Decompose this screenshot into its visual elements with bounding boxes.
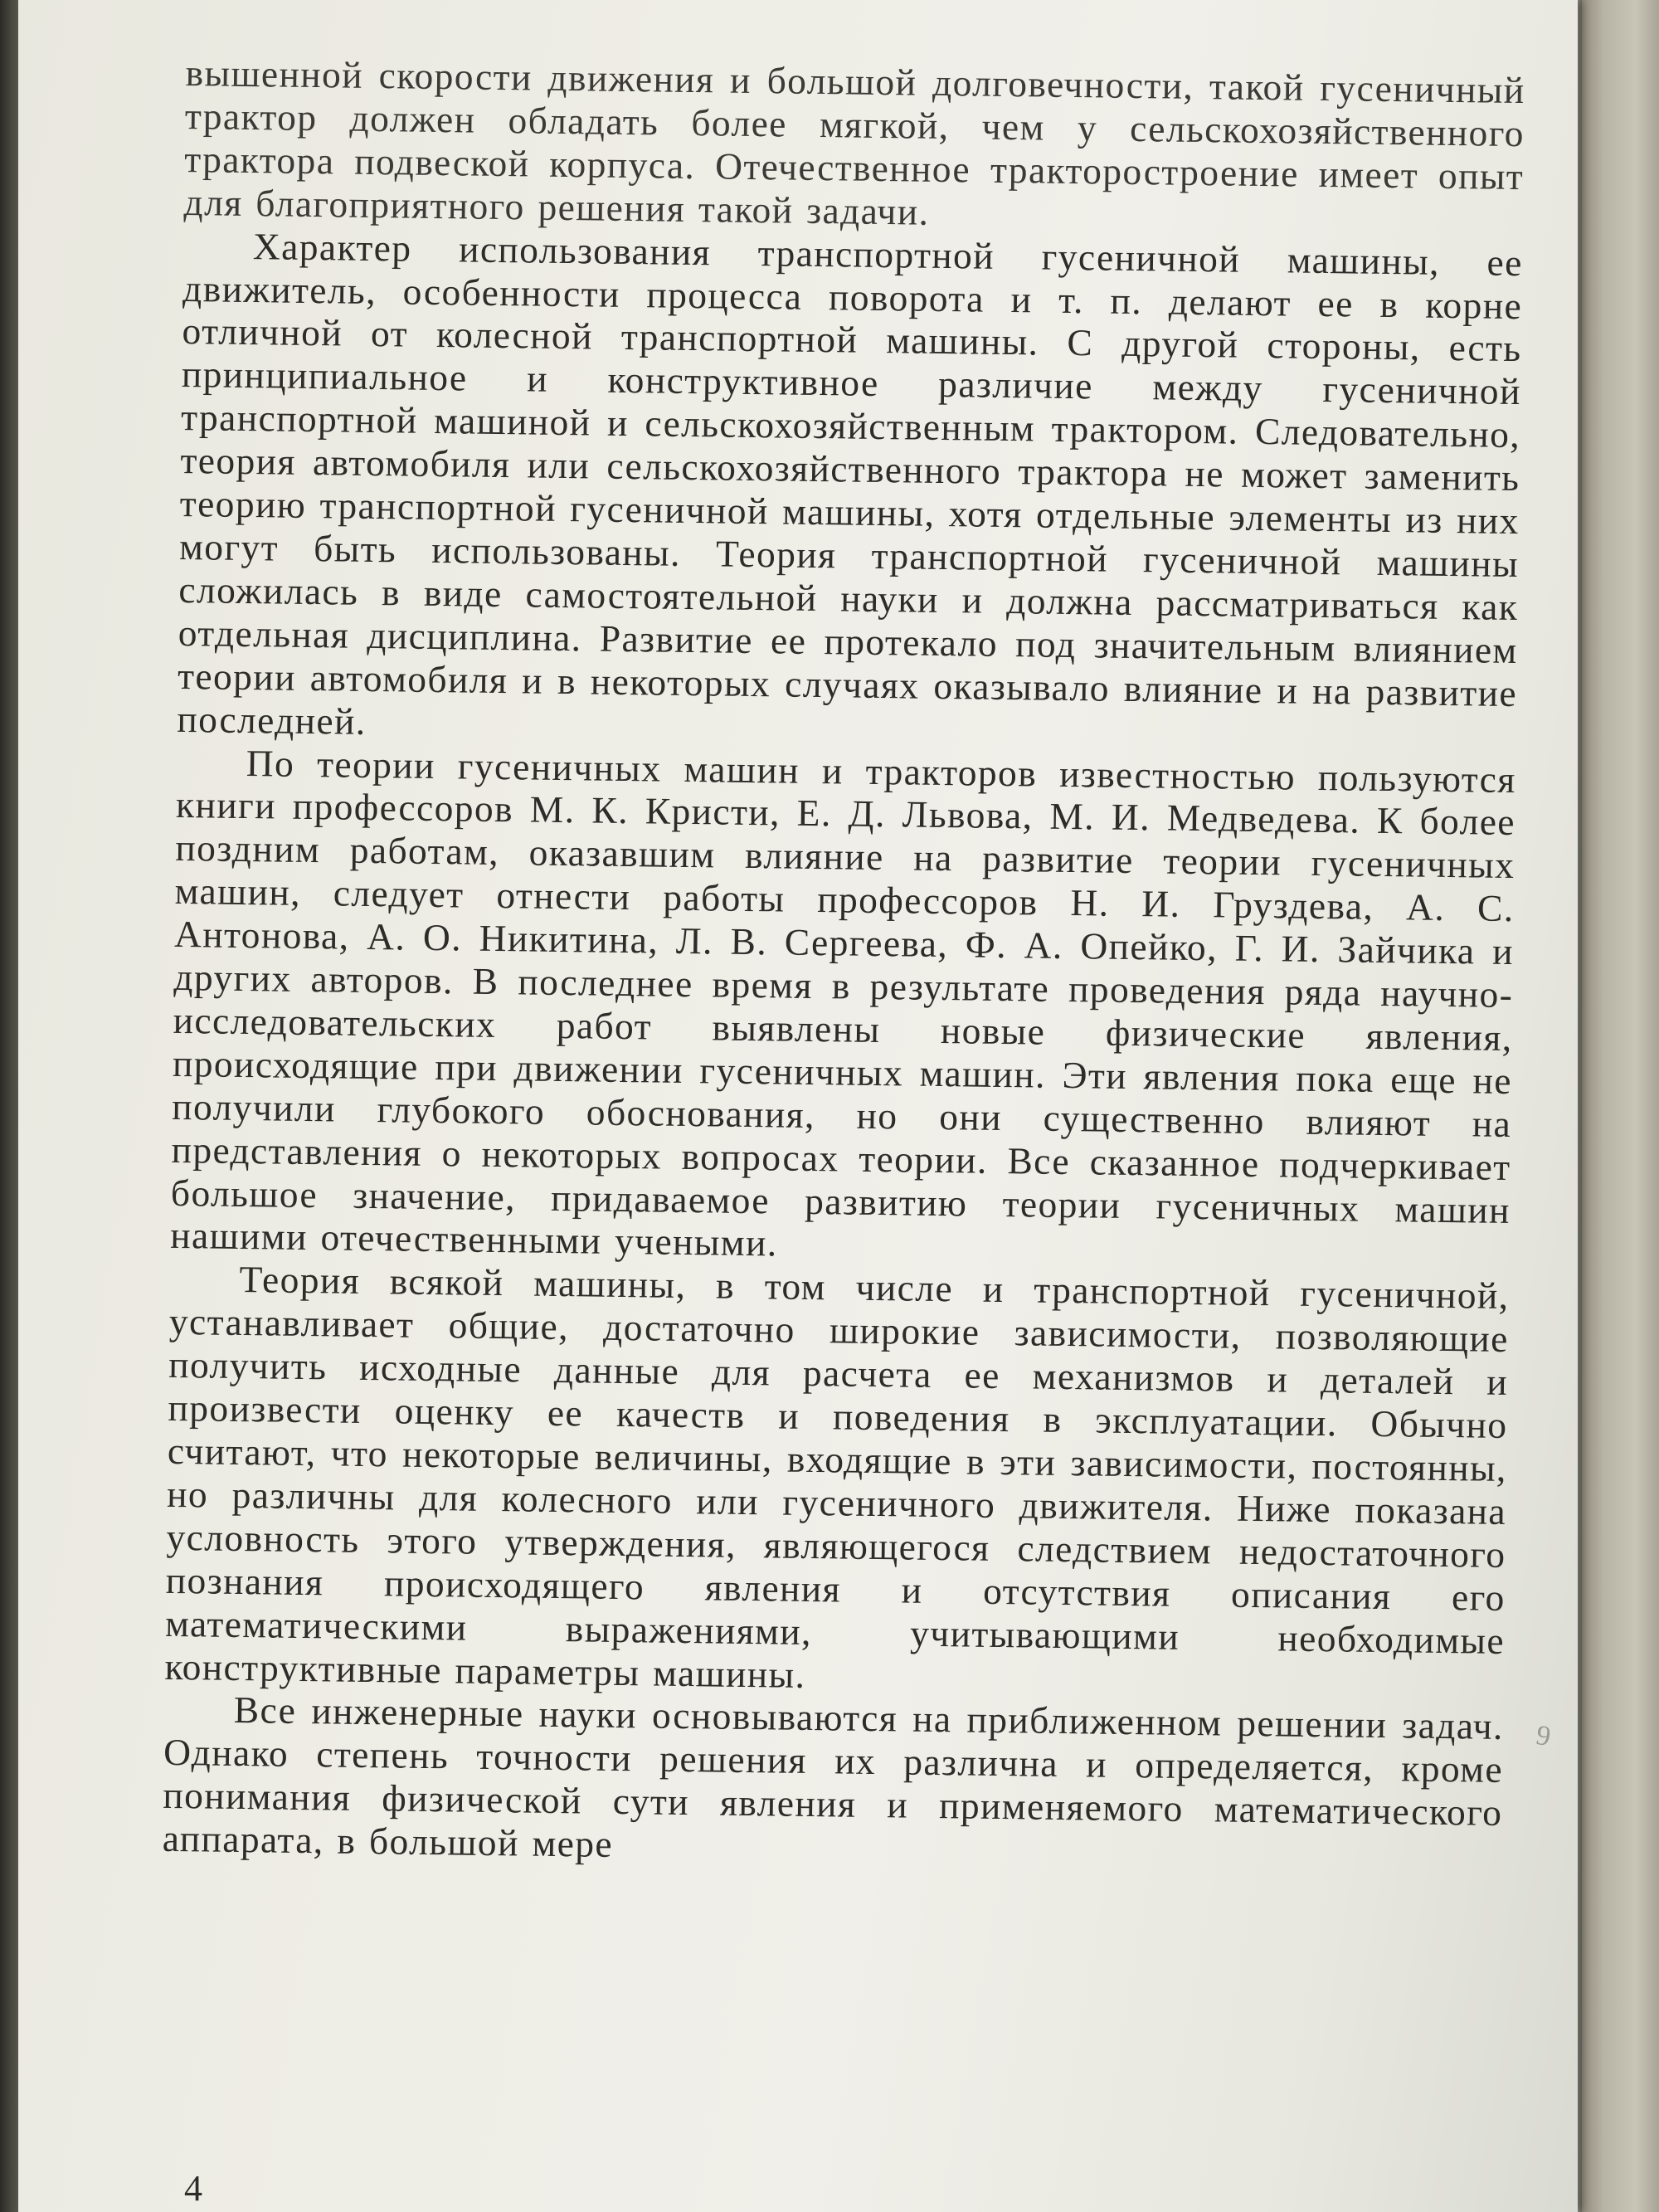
margin-pencil-mark: 9 bbox=[1534, 1719, 1554, 1753]
paragraph: Характер использования транспортной гусеничной машины, ее движитель, особенности процесса поворота и т. п. делают ее в корне отличной от колесной транспортной машины. С другой стороны, есть принципиальное и конструктивное различие между гусеничной транспортной машиной и сельскохозяйственным трактором. Следовательно, теория автомобиля или сельскохозяйственного трактора не может заменить теорию транспортной гусеничной машины, хотя отдельные элементы из них могут быть использованы. Теория транспортной гусеничной машины сложилась в виде самостоятельной науки и должна рассматриваться как отдельная дисциплина. Развитие ее протекало под значительным влиянием теории автомобиля и в некоторых случаях оказывало влияние и на развитие последней. bbox=[177, 224, 1524, 743]
page-number: 4 bbox=[184, 2168, 202, 2209]
page-body-text bbox=[162, 51, 1525, 1878]
adjacent-page bbox=[1580, 0, 1659, 2212]
paragraph: Все инженерные науки основываются на приближенном решении задач. Однако степень точности решения их различна и определяется, кроме понимания физической сути явления и применяемого математического аппарата, в большой мере bbox=[162, 1688, 1505, 1866]
paragraph-continuation: вышенной скорости движения и большой долговечности, такой гусеничный трактор должен обладать более мягкой, чем у сельскохозяйственного трактора подвеской корпуса. Отечественное тракторостроение имеет опыт для благоприятного решения такой задачи. bbox=[183, 51, 1525, 233]
paragraph: По теории гусеничных машин и тракторов известностью пользуются книги профессоров М. К. Кристи, Е. Д. Львова, М. И. Медведева. К более поздним работам, оказавшим влияние на развитие теории гусеничных машин, следует отнести работы профессоров Н. И. Груздева, А. С. Антонова, А. О. Никитина, Л. В. Сергеева, Ф. А. Опейко, Г. И. Зайчика и других авторов. В последнее время в результате проведения ряда научно-исследовательских работ выявлены новые физические явления, происходящие при движении гусеничных машин. Эти явления пока еще не получили глубокого обоснования, но они существенно влияют на представления о некоторых вопросах теории. Все сказанное подчеркивает большое значение, придаваемое развитию теории гусеничных машин нашими отечественными учеными. bbox=[169, 741, 1516, 1264]
paragraph: Теория всякой машины, в том числе и транспортной гусеничной, устанавливает общие, достаточно широкие зависимости, позволяющие получить исходные данные для расчета ее механизмов и деталей и произвести оценку ее качеств и поведения в эксплуатации. Обычно считают, что некоторые величины, входящие в эти зависимости, постоянны, но различны для колесного или гусеничного движителя. Ниже показана условность этого утверждения, являющегося следствием недостаточного познания происходящего явления и отсутствия описания его математическими выражениями, учитывающими необходимые конструктивные параметры машины. bbox=[164, 1258, 1510, 1696]
